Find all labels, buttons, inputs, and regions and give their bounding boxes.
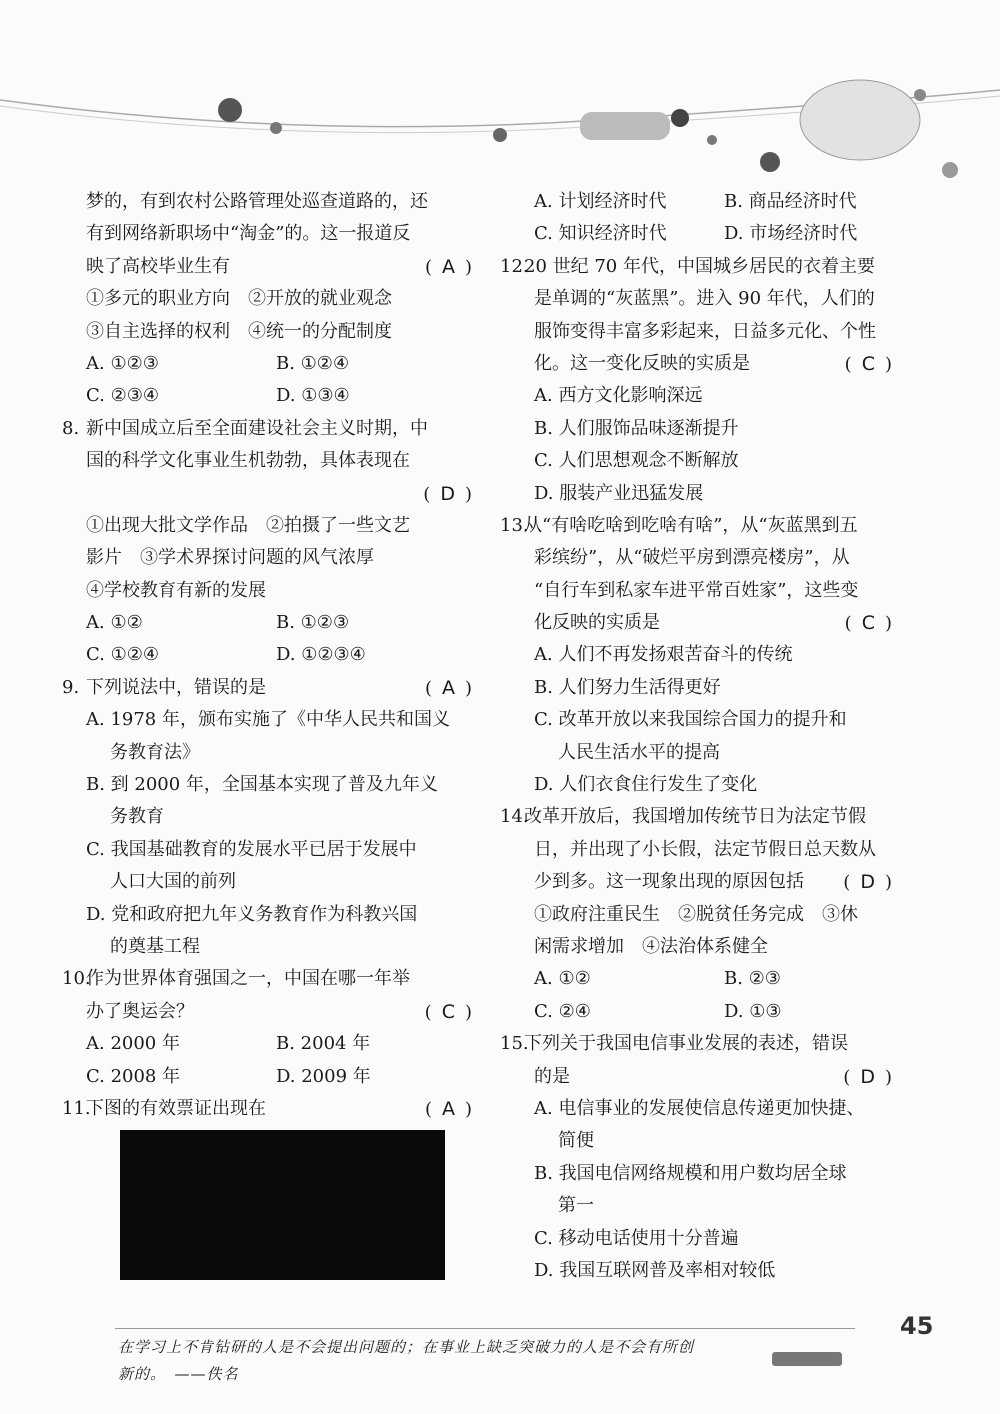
q10-answer: ( C ) (424, 1000, 472, 1023)
q12-stem: 是单调的“灰蓝黑”。进入 90 年代，人们的 (534, 288, 875, 310)
q7-options: C. ②③④ D. ①③④ (86, 385, 350, 407)
header-decoration (0, 0, 1000, 190)
q13-option: A. 人们不再发扬艰苦奋斗的传统 (534, 644, 793, 666)
q8-options: A. ①② B. ①②③ (86, 612, 350, 634)
q8-item: ④学校教育有新的发展 (86, 579, 266, 601)
q14-stem: 少到多。这一现象出现的原因包括 ( D ) (500, 866, 892, 898)
q14-item: 闲需求增加 ④法治体系健全 (534, 935, 768, 957)
q7-answer: ( A ) (424, 255, 472, 278)
q13-stem: 13.从“有啥吃啥到吃啥有啥”，从“灰蓝黑到五 (500, 514, 858, 536)
q11-answer: ( A ) (424, 1097, 472, 1120)
q9-option: 务教育 (110, 806, 164, 828)
q7-options: A. ①②③ B. ①②④ (86, 352, 350, 374)
q11-stem: 11.下图的有效票证出现在 ( A ) (62, 1093, 472, 1125)
q15-option: A. 电信事业的发展使信息传递更加快捷、 (534, 1097, 865, 1119)
q13-option: C. 改革开放以来我国综合国力的提升和 (534, 709, 847, 731)
q7-line: 映了高校毕业生有 ( A ) (86, 251, 472, 283)
q7-line: 梦的，有到农村公路管理处巡查道路的，还 (86, 191, 428, 212)
q13-option: B. 人们努力生活得更好 (534, 676, 721, 698)
redacted-ticket-image (120, 1130, 445, 1280)
q15-stem: 15.下列关于我国电信事业发展的表述，错误 (500, 1033, 848, 1055)
right-column (500, 186, 892, 1287)
q9-option: A. 1978 年，颁布实施了《中华人民共和国义 (86, 709, 450, 731)
q8-answer-line (86, 478, 472, 510)
q10-stem: 10.作为世界体育强国之一，中国在哪一年举 (62, 968, 410, 990)
q12-answer: ( C ) (844, 352, 892, 375)
q10-options: C. 2008 年 D. 2009 年 (86, 1065, 371, 1087)
q8-item: 影片 ③学术界探讨问题的风气浓厚 (86, 547, 374, 569)
q13-stem: “自行车到私家车进平常百姓家”，这些变 (534, 579, 859, 601)
q14-answer: ( D ) (843, 871, 892, 894)
q12-stem: 服饰变得丰富多彩起来，日益多元化、个性 (534, 320, 876, 342)
q12-option: B. 人们服饰品味逐渐提升 (534, 417, 739, 439)
q11-options: A. 计划经济时代 B. 商品经济时代 (534, 191, 857, 212)
q9-option: C. 我国基础教育的发展水平已居于发展中 (86, 838, 417, 860)
quote-line: 在学习上不肯钻研的人是不会提出问题的；在事业上缺乏突破力的人是不会有所创 (118, 1338, 695, 1356)
q13-answer: ( C ) (844, 612, 892, 635)
q9-answer: ( A ) (424, 676, 472, 699)
q8-options: C. ①②④ D. ①②③④ (86, 644, 366, 666)
q10-options: A. 2000 年 B. 2004 年 (86, 1033, 371, 1055)
q9-option: D. 党和政府把九年义务教育作为科教兴国 (86, 903, 418, 925)
q15-option: C. 移动电话使用十分普遍 (534, 1227, 739, 1249)
quote-line: 新的。 ——佚名 (118, 1365, 239, 1383)
q8-answer: ( D ) (423, 482, 472, 505)
q9-option: 务教育法》 (110, 741, 200, 763)
q14-stem: 14.改革开放后，我国增加传统节日为法定节假 (500, 806, 866, 828)
q12-stem: 化。这一变化反映的实质是 ( C ) (500, 348, 892, 380)
q9-option: 的奠基工程 (110, 935, 200, 957)
q13-stem: 化反映的实质是 ( C ) (500, 607, 892, 639)
q14-stem: 日，并出现了小长假，法定节假日总天数从 (534, 838, 876, 860)
q14-options: A. ①② B. ②③ (534, 968, 781, 990)
q8-item: ①出现大批文学作品 ②拍摄了一些文艺 (86, 514, 410, 536)
q15-option: 第一 (558, 1195, 594, 1217)
q12-option: D. 服装产业迅猛发展 (534, 482, 704, 504)
q11-options: C. 知识经济时代 D. 市场经济时代 (534, 223, 858, 245)
q14-options: C. ②④ D. ①③ (534, 1000, 782, 1022)
q15-option: B. 我国电信网络规模和用户数均居全球 (534, 1162, 847, 1184)
q13-stem: 彩缤纷”，从“破烂平房到漂亮楼房”，从 (534, 547, 850, 569)
q15-answer: ( D ) (843, 1065, 892, 1088)
q13-option: 人民生活水平的提高 (558, 741, 720, 763)
q12-option: C. 人们思想观念不断解放 (534, 450, 739, 472)
q8-stem: 国的科学文化事业生机勃勃，具体表现在 (86, 450, 410, 472)
q8-stem: 8. 新中国成立后至全面建设社会主义时期，中 (62, 417, 428, 439)
q15-option: 简便 (558, 1130, 594, 1152)
q7-item: ③自主选择的权利 ④统一的分配制度 (86, 320, 392, 342)
left-column (62, 186, 472, 1125)
q7-item: ①多元的职业方向 ②开放的就业观念 (86, 288, 392, 310)
q10-stem: 办了奥运会？ ( C ) (86, 996, 472, 1028)
q12-option: A. 西方文化影响深远 (534, 385, 703, 407)
footer-quote (118, 1334, 758, 1388)
q7-line: 有到网络新职场中“淘金”的。这一报道反 (86, 223, 411, 245)
q9-option: 人口大国的前列 (110, 871, 236, 893)
footer-divider (115, 1328, 855, 1329)
page-number: 45 (900, 1312, 934, 1340)
q14-item: ①政府注重民生 ②脱贫任务完成 ③休 (534, 903, 858, 925)
q13-option: D. 人们衣食住行发生了变化 (534, 774, 758, 796)
q9-stem: 9. 下列说法中，错误的是 ( A ) (62, 672, 472, 704)
q15-stem: 的是 ( D ) (500, 1061, 892, 1093)
q9-option: B. 到 2000 年，全国基本实现了普及九年义 (86, 774, 438, 796)
q12-stem: 12.20 世纪 70 年代，中国城乡居民的衣着主要 (500, 255, 875, 277)
q15-option: D. 我国互联网普及率相对较低 (534, 1259, 776, 1281)
page-tag (772, 1352, 842, 1366)
